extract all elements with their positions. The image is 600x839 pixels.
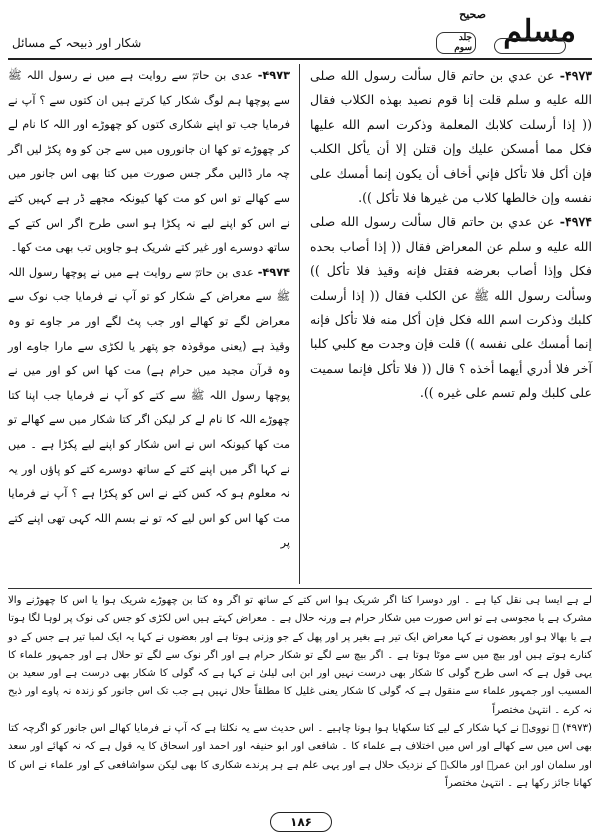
logo-title: مسلم xyxy=(503,14,576,49)
page-number: ۱۸۶ xyxy=(270,812,332,832)
logo-emblem-icon xyxy=(494,38,566,54)
hadith-number: ۴۹۷۳- xyxy=(559,68,592,83)
translation-text: عدی بن حاتمؓ سے روایت ہے میں نے رسول اللہ ﷺ سے پوچھا ہم لوگ شکار کیا کرتے ہیں ان کتوں سے ؟ آپ نے فرمایا جب تو اپنے شکاری کتوں کو چھوڑے اور اللہ کا نام لے کر چھوڑے تو کھا ان جانوروں میں سے جن کو وہ پکڑ لیں اگر چہ مار ڈالیں مگر جس صورت میں کتا بھی اس جانور میں سے کھالے تو اس کو مت کھا کیونکہ مجھے ڈر ہے کہیں کتے نے اس کو اپنے لیے نہ پکڑا ہو اسی طرح اگر اس کتے کے ساتھ دوسرے اور غیر کتے شریک ہو جاویں تب بھی مت کھا۔ xyxy=(8,69,290,255)
arabic-column xyxy=(310,64,592,584)
chapter-title: شکار اور ذبیحہ کے مسائل xyxy=(12,36,142,50)
page-header xyxy=(8,6,592,60)
footnote-2: (۴۹۷۳) ﷺ نوویؒ نے کہا شکار کے لیے کتا سکھایا ہوا ہونا چاہیے ۔ اس حدیث سے یہ نکلتا ہے کہ آپ نے فرمایا کھالے اس جانور کو اگرچہ کتا بھی اس میں سے کھالے اور اس میں اختلاف ہے علماء کا ۔ شافعی اور ابو حنیفہ اور احمد اور اسحاق کا یہ قول ہے کہ نہ کھائے اور سعد اور سلمان اور ابن عمرؓ اور مالکؒ کے نزدیک حلال ہے اور یہی علم ہے ہر پرندے شکاری کا بھی لیکن سواشافعی کے اور علماء نے اس کا کھانا جائز رکھا ہے ۔ انتہیٰ مختصراً xyxy=(8,723,592,789)
hadith-number: ۴۹۷۴- xyxy=(257,265,290,279)
footnote-1: لے ہے ایسا ہی نقل کیا ہے ۔ اور دوسرا کتا اگر شریک ہوا اس کتے کے ساتھ تو اگر وہ کتا بن چھوڑے شریک ہوا یا اس کا چھوڑنے والا مشرک ہے یا مجوسی ہے تو اس صورت میں شکار حرام ہے ورنہ حلال ہے ۔ معراض کہتے ہیں اس لکڑی کو جس کی نوک پر لوہا لگا ہوتا ہے یا بھالا ہو اور بعضوں نے کہا معراض ایک تیر ہے بغیر پر اور پھل کے جو وزنی ہوتا ہے اور بعضوں نے کہا یہ ایک لمبا تیر ہے جس کے دو کنارے ہوتے ہیں اور بیچ میں سے موٹا ہوتا ہے ۔ اگر بیچ سے لگے تو شکار حرام ہے اور اگر نوک سے لگے تو حلال ہے اور جمہور علماء کا یہی قول ہے کہ اسی طرح گولی کا شکار بھی درست نہیں اور ابن ابی لیلیٰ نے کہا ہے کہ گولی کا شکار بھی درست ہے اور سعید بن المسیب اور جمہور علماء سے منقول ہے کہ گولی کا شکار یعنی غلیل کا مطلقاً حلال نہیں ہے جب تک اس جانور کو زندہ نہ پاوے اور ذبح نہ کرے ۔ انتہیٰ مختصراً xyxy=(8,595,592,716)
hadith-text: عن عدي بن حاتم قال سألت رسول الله صلى الله عليه و سلم قلت إنا قوم نصيد بهذه الكلاب فقال (( إذا أرسلت كلابك المعلمة وذكرت اسم الله عليها فكل مما أمسكن عليك وإن قتلن إلا أن يأكل الكلب فإن أكل فلا تأكل فإني أخاف أن يكون إنما أمسك على نفسه وإن خالطها كلاب من غيرها فلا تأكل )). xyxy=(310,68,592,206)
hadith-number: ۴۹۷۳- xyxy=(257,69,290,82)
urdu-column xyxy=(8,64,290,584)
column-divider xyxy=(299,64,300,584)
translation-text: عدی بن حاتمؓ سے روایت ہے میں نے پوچھا رسول اللہ ﷺ سے معراض کے شکار کو تو آپ نے فرمایا جب نوک سے معراض لگے تو کھالے اور جب پٹ لگے اور مر جاوے تو وہ وقیذ ہے (یعنی موقوذہ جو پتھر یا لکڑی سے مارا جاوے اور وہ قرآن مجید میں حرام ہے) مت کھا اس کو اور میں نے پوچھا رسول اللہ ﷺ سے کتے کو آپ نے فرمایا جب اپنا کتا چھوڑے اللہ کا نام لے کر لیکن اگر کتا شکار میں سے کھالے تو مت کھا کیونکہ اس نے اس شکار کو اپنے لیے پکڑا ہے ۔ میں نے کہا اگر میں اپنے کتے کے ساتھ دوسرے کتے کو پاؤں اور یہ نہ معلوم ہو کہ کس کتے نے اس کو پکڑا ہے ؟ آپ نے فرمایا مت کھا اس کو اس لیے کہ تو نے بسم اللہ کہی تھی اپنے کتے پر xyxy=(8,265,290,550)
footnote-separator xyxy=(8,588,592,589)
book-logo xyxy=(436,8,586,54)
hadith-4973-urdu xyxy=(8,64,290,261)
hadith-text: عن عدي بن حاتم قال سألت رسول الله صلى الله عليه و سلم عن المعراض فقال (( إذا أصاب بحده فكل وإذا أصاب بعرضه فقتل فإنه وقيذ فلا تأكل )) وسألت رسول الله ﷺ عن الكلب فقال (( إذا أرسلت كلبك وذكرت اسم الله فكل فإن أكل منه فلا تأكل فإنه إنما أمسك على نفسه )) قلت فإن وجدت مع كلبي كلبا آخر فلا أدري أيهما أخذه ؟ قال (( فلا تأكل فإنما سميت على كلبك ولم تسم على غيره )). xyxy=(310,214,592,401)
footnotes xyxy=(8,592,592,808)
hadith-4974-arabic xyxy=(310,210,592,405)
hadith-4973-arabic xyxy=(310,64,592,210)
logo-small-text: صحيح xyxy=(459,8,486,21)
hadith-number: ۴۹۷۴- xyxy=(559,214,592,230)
volume-badge: جلد سوم xyxy=(436,32,476,54)
hadith-4974-urdu xyxy=(8,261,290,556)
book-page xyxy=(8,6,592,833)
